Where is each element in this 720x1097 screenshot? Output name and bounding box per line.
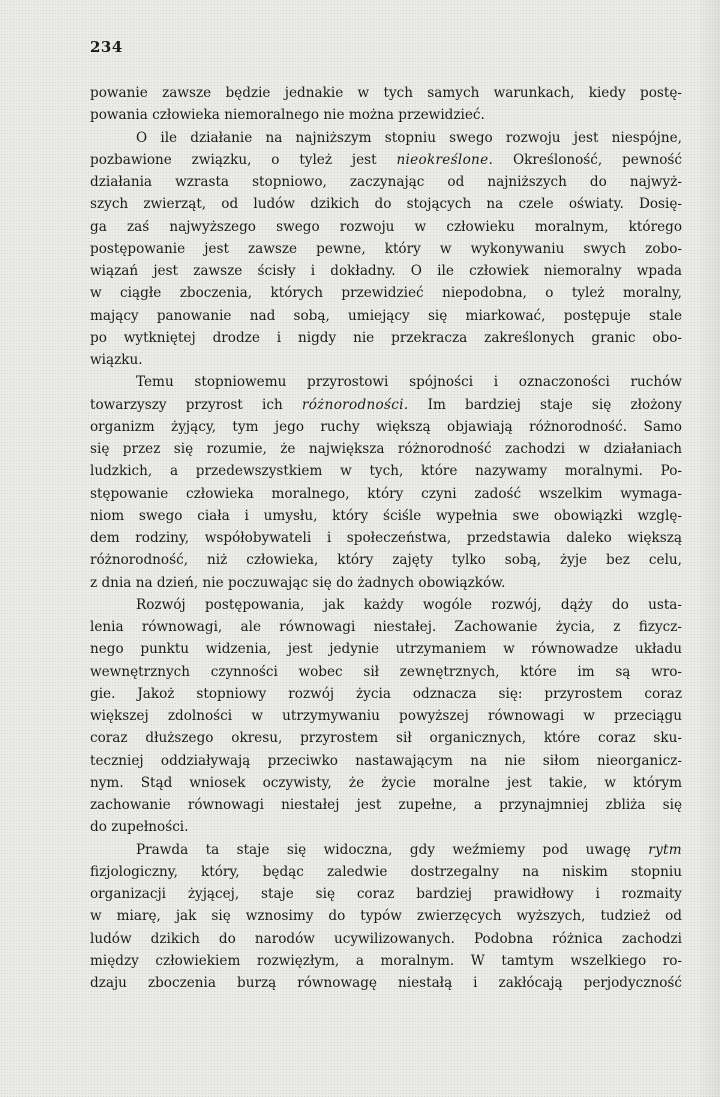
emphasized-word: rytm xyxy=(648,841,682,858)
text-line: większej zdolności w utrzymywaniu powyższej równowagi w przeciągu xyxy=(90,708,682,724)
text-line: nego punktu widzenia, jest jedynie utrzymaniem w równowadze układu xyxy=(90,641,682,658)
text-line: z dnia na dzień, nie poczuwając się do żadnych obowiązków. xyxy=(90,574,506,591)
text-line: zachowanie równowagi niestałej jest zupełne, a przynajmniej zbliża się xyxy=(90,797,682,813)
text-line: organizm żyjący, tym jego ruchy większą objawiają różnorodność. Samo xyxy=(90,418,682,435)
paragraph xyxy=(90,839,682,995)
text-line: ludzkich, a przedewszystkiem w tych, które nazywamy moralnymi. Po- xyxy=(90,463,682,480)
text-line: lenia równowagi, ale równowagi niestałej. Zachowanie życia, z fizycz- xyxy=(90,619,682,635)
text-line: coraz dłuższego okresu, przyrostem sił organicznych, które coraz sku- xyxy=(90,730,682,747)
text-line: fizjologiczny, który, będąc zaledwie dostrzegalny na niskim stopniu xyxy=(90,863,682,880)
text-run: Określoność, pewność xyxy=(493,151,682,168)
paragraph xyxy=(90,594,682,839)
text-line: w ciągłe zboczenia, których przewidzieć niepodobna, o tyleż moralny, xyxy=(90,285,682,302)
text-line xyxy=(90,839,682,861)
text-line: w miarę, jak się wznosimy do typów zwierzęcych wyższych, tudzież od xyxy=(90,908,682,925)
text-line: teczniej oddziaływają przeciwko nastawającym na nie siłom nieorganicz- xyxy=(90,752,682,769)
text-line: szych zwierząt, od ludów dzikich do stojących na czele oświaty. Dosię- xyxy=(90,196,682,213)
text-line: powanie zawsze będzie jednakie w tych samych warunkach, kiedy postę- xyxy=(90,85,682,101)
text-line: do zupełności. xyxy=(90,819,189,836)
text-line: dzaju zboczenia burzą równowagę niestałą i zakłócają perjodyczność xyxy=(90,975,682,991)
paragraph xyxy=(90,371,682,594)
text-line: powania człowieka niemoralnego nie można przewidzieć. xyxy=(90,107,485,124)
text-line: wiązku. xyxy=(90,352,143,368)
text-line: nym. Stąd wniosek oczywisty, że życie moralne jest takie, w którym xyxy=(90,774,682,791)
text-line: różnorodność, niż człowieka, który zajęty tylko sobą, żyje bez celu, xyxy=(90,552,682,569)
text-line: O ile działanie na najniższym stopniu swego rozwoju jest niespójne, xyxy=(136,129,682,146)
text-line xyxy=(90,394,682,416)
paragraph xyxy=(90,82,682,127)
text-line: po wytkniętej drodze i nigdy nie przekracza zakreślonych granic obo- xyxy=(90,329,682,346)
text-line xyxy=(90,149,682,171)
emphasized-word: nieokreślone. xyxy=(396,151,494,168)
text-line: działania wzrasta stopniowo, zaczynając od najniższych do najwyż- xyxy=(90,174,682,190)
text-line: Temu stopniowemu przyrostowi spójności i oznaczoności ruchów xyxy=(136,374,682,391)
text-line: organizacji żyjącej, staje się coraz bardziej prawidłowy i rozmaity xyxy=(90,886,682,902)
text-line: gie. Jakoż stopniowy rozwój życia odznacza się: przyrostem coraz xyxy=(90,685,682,702)
page-number: 234 xyxy=(90,38,123,56)
text-run: Im bardziej staje się złożony xyxy=(408,396,682,413)
text-run: towarzyszy przyrost ich xyxy=(90,396,302,413)
text-line: niom swego ciała i umysłu, który ściśle wypełnia swe obowiązki wzglę- xyxy=(90,507,682,524)
text-run: pozbawione związku, o tyleż jest xyxy=(90,151,397,168)
emphasized-word: różnorodności. xyxy=(301,396,409,413)
text-run: Prawda ta staje się widoczna, gdy weźmiemy pod uwagę xyxy=(136,841,649,858)
text-line: się przez się rozumie, że największa różnorodność zachodzi w działaniach xyxy=(90,441,682,457)
text-line: ga zaś najwyższego swego rozwoju w człowieku moralnym, którego xyxy=(90,218,682,235)
text-line: Rozwój postępowania, jak każdy wogóle rozwój, dąży do usta- xyxy=(136,596,682,613)
text-line: wewnętrznych czynności wobec sił zewnętrznych, które im są wro- xyxy=(90,663,682,680)
text-line: dem rodziny, współobywateli i społeczeństwa, przedstawia daleko większą xyxy=(90,530,682,546)
text-line: stępowanie człowieka moralnego, który czyni zadość wszelkim wymaga- xyxy=(90,485,682,502)
text-line: ludów dzikich do narodów ucywilizowanych. Podobna różnica zachodzi xyxy=(90,930,682,947)
text-line: między człowiekiem rozwięzłym, a moralnym. W tamtym wszelkiego ro- xyxy=(90,952,682,969)
paragraph xyxy=(90,127,682,372)
text-line: wiązań jest zawsze ścisły i dokładny. O ile człowiek niemoralny wpada xyxy=(90,263,682,279)
body-text xyxy=(90,82,682,994)
text-line: postępowanie jest zawsze pewne, który w wykonywaniu swych zobo- xyxy=(90,240,682,257)
text-line: mający panowanie nad sobą, umiejący się miarkować, postępuje stale xyxy=(90,307,682,324)
